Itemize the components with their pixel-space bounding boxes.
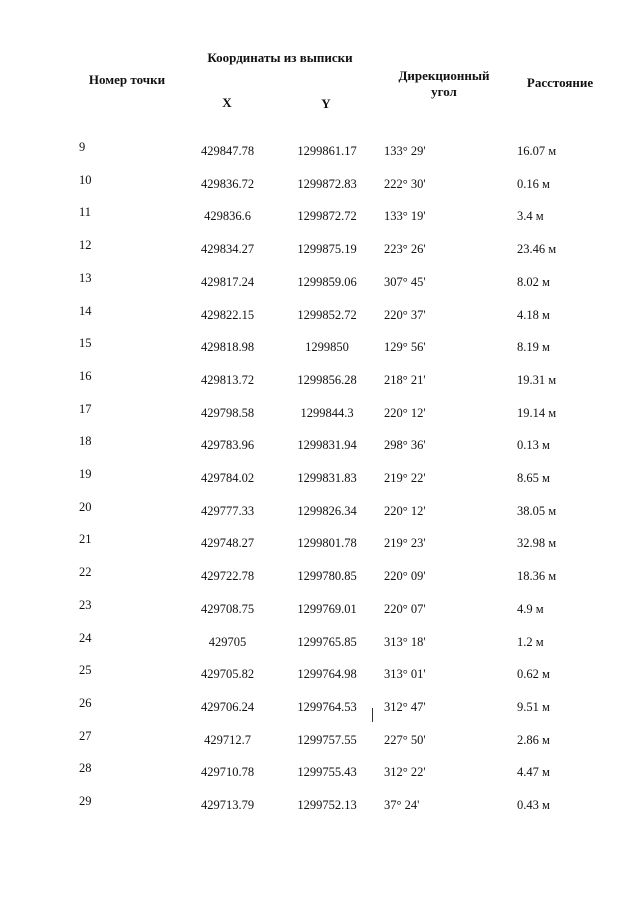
point-number-cell: 10 [79, 172, 92, 187]
direction-angle-cell: 227° 50' [384, 732, 426, 747]
distance-cell: 19.14 м [517, 405, 557, 420]
direction-angle-cell: 219° 23' [384, 536, 426, 551]
y-cell: 1299850 [305, 340, 349, 355]
direction-angle-cell: 133° 19' [384, 209, 426, 224]
distance-cell: 16.07 м [517, 144, 557, 158]
header-y: Y [321, 96, 331, 111]
table-row [0, 205, 639, 231]
point-number-cell: 24 [79, 630, 92, 645]
point-number-cell: 20 [79, 499, 92, 514]
y-cell: 1299801.78 [297, 536, 357, 551]
distance-cell: 0.62 м [517, 667, 550, 682]
table-row [0, 401, 639, 428]
table-row [0, 467, 639, 493]
y-cell: 1299844.3 [300, 405, 354, 420]
distance-cell: 2.86 м [517, 732, 550, 747]
point-number-cell: 21 [79, 532, 92, 547]
y-cell: 1299872.72 [297, 209, 357, 224]
header-coordinates: Координаты из выписки [207, 50, 353, 65]
table-row [0, 695, 639, 722]
table-row [0, 728, 639, 755]
point-number-cell: 11 [79, 205, 92, 220]
table-row [0, 172, 639, 199]
table-row [0, 794, 639, 820]
distance-cell: 32.98 м [517, 536, 557, 551]
header-direction-line1: Дирекционный [398, 68, 490, 83]
y-cell: 1299831.94 [297, 438, 357, 453]
direction-angle-cell: 223° 26' [384, 242, 426, 257]
distance-cell: 4.18 м [517, 307, 550, 322]
y-cell: 1299872.83 [297, 176, 357, 191]
direction-angle-cell: 220° 12' [384, 503, 426, 518]
y-cell: 1299861.17 [297, 144, 357, 158]
x-cell: 429705.82 [200, 667, 255, 682]
direction-angle-cell: 222° 30' [384, 176, 426, 191]
x-cell: 429722.78 [200, 569, 255, 584]
direction-angle-cell: 307° 45' [384, 274, 426, 289]
table-row [0, 499, 639, 526]
distance-cell: 18.36 м [517, 569, 557, 584]
y-cell: 1299859.06 [297, 274, 357, 289]
header-point-number: Номер точки [88, 72, 166, 87]
table-row [0, 368, 639, 395]
x-cell: 429817.24 [200, 274, 255, 289]
point-number-cell: 14 [79, 303, 92, 318]
header-direction-angle [384, 68, 504, 100]
x-cell: 429713.79 [200, 798, 255, 812]
direction-angle-cell: 313° 18' [384, 634, 426, 649]
x-cell: 429783.96 [200, 438, 255, 453]
x-cell: 429847.78 [200, 144, 255, 158]
header-distance: Расстояние [526, 75, 594, 90]
x-cell: 429710.78 [200, 765, 255, 780]
y-cell: 1299831.83 [297, 471, 357, 485]
x-cell: 429836.6 [204, 209, 251, 224]
distance-cell: 8.02 м [517, 274, 550, 289]
point-number-cell: 16 [79, 368, 92, 383]
y-cell: 1299780.85 [297, 569, 357, 584]
table-row [0, 434, 639, 460]
point-number-cell: 26 [79, 695, 92, 710]
distance-cell: 0.43 м [517, 798, 550, 812]
distance-cell: 23.46 м [517, 242, 557, 257]
y-cell: 1299764.53 [297, 699, 357, 714]
table-row [0, 303, 639, 330]
direction-angle-cell: 37° 24' [384, 798, 420, 812]
x-cell: 429784.02 [200, 471, 255, 485]
header-x: X [222, 95, 232, 110]
x-cell: 429748.27 [200, 536, 255, 551]
direction-angle-cell: 220° 09' [384, 569, 426, 584]
direction-angle-cell: 220° 12' [384, 405, 426, 420]
distance-cell: 1.2 м [517, 634, 544, 649]
x-cell: 429813.72 [200, 372, 255, 387]
distance-cell: 4.47 м [517, 765, 550, 780]
y-cell: 1299755.43 [297, 765, 357, 780]
table-row [0, 565, 639, 591]
point-number-cell: 12 [79, 238, 92, 253]
table-row [0, 630, 639, 657]
x-cell: 429705 [208, 634, 247, 649]
table-row [0, 663, 639, 689]
y-cell: 1299765.85 [297, 634, 357, 649]
direction-angle-cell: 218° 21' [384, 372, 426, 387]
point-number-cell: 19 [79, 467, 92, 481]
y-cell: 1299852.72 [297, 307, 357, 322]
table-row [0, 140, 639, 166]
point-number-cell: 15 [79, 336, 92, 351]
distance-cell: 8.19 м [517, 340, 550, 355]
x-cell: 429818.98 [200, 340, 255, 355]
x-cell: 429712.7 [204, 732, 251, 747]
distance-cell: 4.9 м [517, 601, 544, 616]
table-row [0, 238, 639, 264]
scan-artifact-mark [372, 708, 373, 722]
distance-cell: 8.65 м [517, 471, 550, 485]
y-cell: 1299856.28 [297, 372, 357, 387]
table-row [0, 336, 639, 362]
x-cell: 429836.72 [200, 176, 255, 191]
point-number-cell: 22 [79, 565, 92, 580]
y-cell: 1299752.13 [297, 798, 357, 812]
direction-angle-cell: 298° 36' [384, 438, 426, 453]
point-number-cell: 23 [79, 597, 92, 612]
distance-cell: 0.16 м [517, 176, 550, 191]
distance-cell: 19.31 м [517, 372, 557, 387]
y-cell: 1299769.01 [297, 601, 357, 616]
x-cell: 429708.75 [200, 601, 255, 616]
point-number-cell: 25 [79, 663, 92, 678]
x-cell: 429834.27 [200, 242, 255, 257]
point-number-cell: 28 [79, 761, 92, 776]
table-row [0, 532, 639, 558]
x-cell: 429777.33 [200, 503, 255, 518]
table-row [0, 597, 639, 624]
direction-angle-cell: 313° 01' [384, 667, 426, 682]
header-direction-line2: угол [431, 84, 457, 99]
x-cell: 429706.24 [200, 699, 255, 714]
distance-cell: 38.05 м [517, 503, 557, 518]
point-number-cell: 29 [79, 794, 92, 808]
y-cell: 1299757.55 [297, 732, 357, 747]
distance-cell: 3.4 м [517, 209, 544, 224]
direction-angle-cell: 129° 56' [384, 340, 426, 355]
direction-angle-cell: 220° 37' [384, 307, 426, 322]
direction-angle-cell: 312° 47' [384, 699, 426, 714]
point-number-cell: 27 [79, 728, 92, 743]
direction-angle-cell: 312° 22' [384, 765, 426, 780]
distance-cell: 9.51 м [517, 699, 550, 714]
table-row [0, 270, 639, 297]
y-cell: 1299875.19 [297, 242, 357, 257]
direction-angle-cell: 219° 22' [384, 471, 426, 485]
point-number-cell: 13 [79, 270, 92, 285]
point-number-cell: 9 [79, 140, 86, 154]
distance-cell: 0.13 м [517, 438, 550, 453]
table-row [0, 761, 639, 787]
direction-angle-cell: 220° 07' [384, 601, 426, 616]
x-cell: 429822.15 [200, 307, 255, 322]
direction-angle-cell: 133° 29' [384, 144, 426, 158]
x-cell: 429798.58 [200, 405, 255, 420]
point-number-cell: 17 [79, 401, 92, 416]
y-cell: 1299826.34 [297, 503, 357, 518]
point-number-cell: 18 [79, 434, 92, 449]
y-cell: 1299764.98 [297, 667, 357, 682]
